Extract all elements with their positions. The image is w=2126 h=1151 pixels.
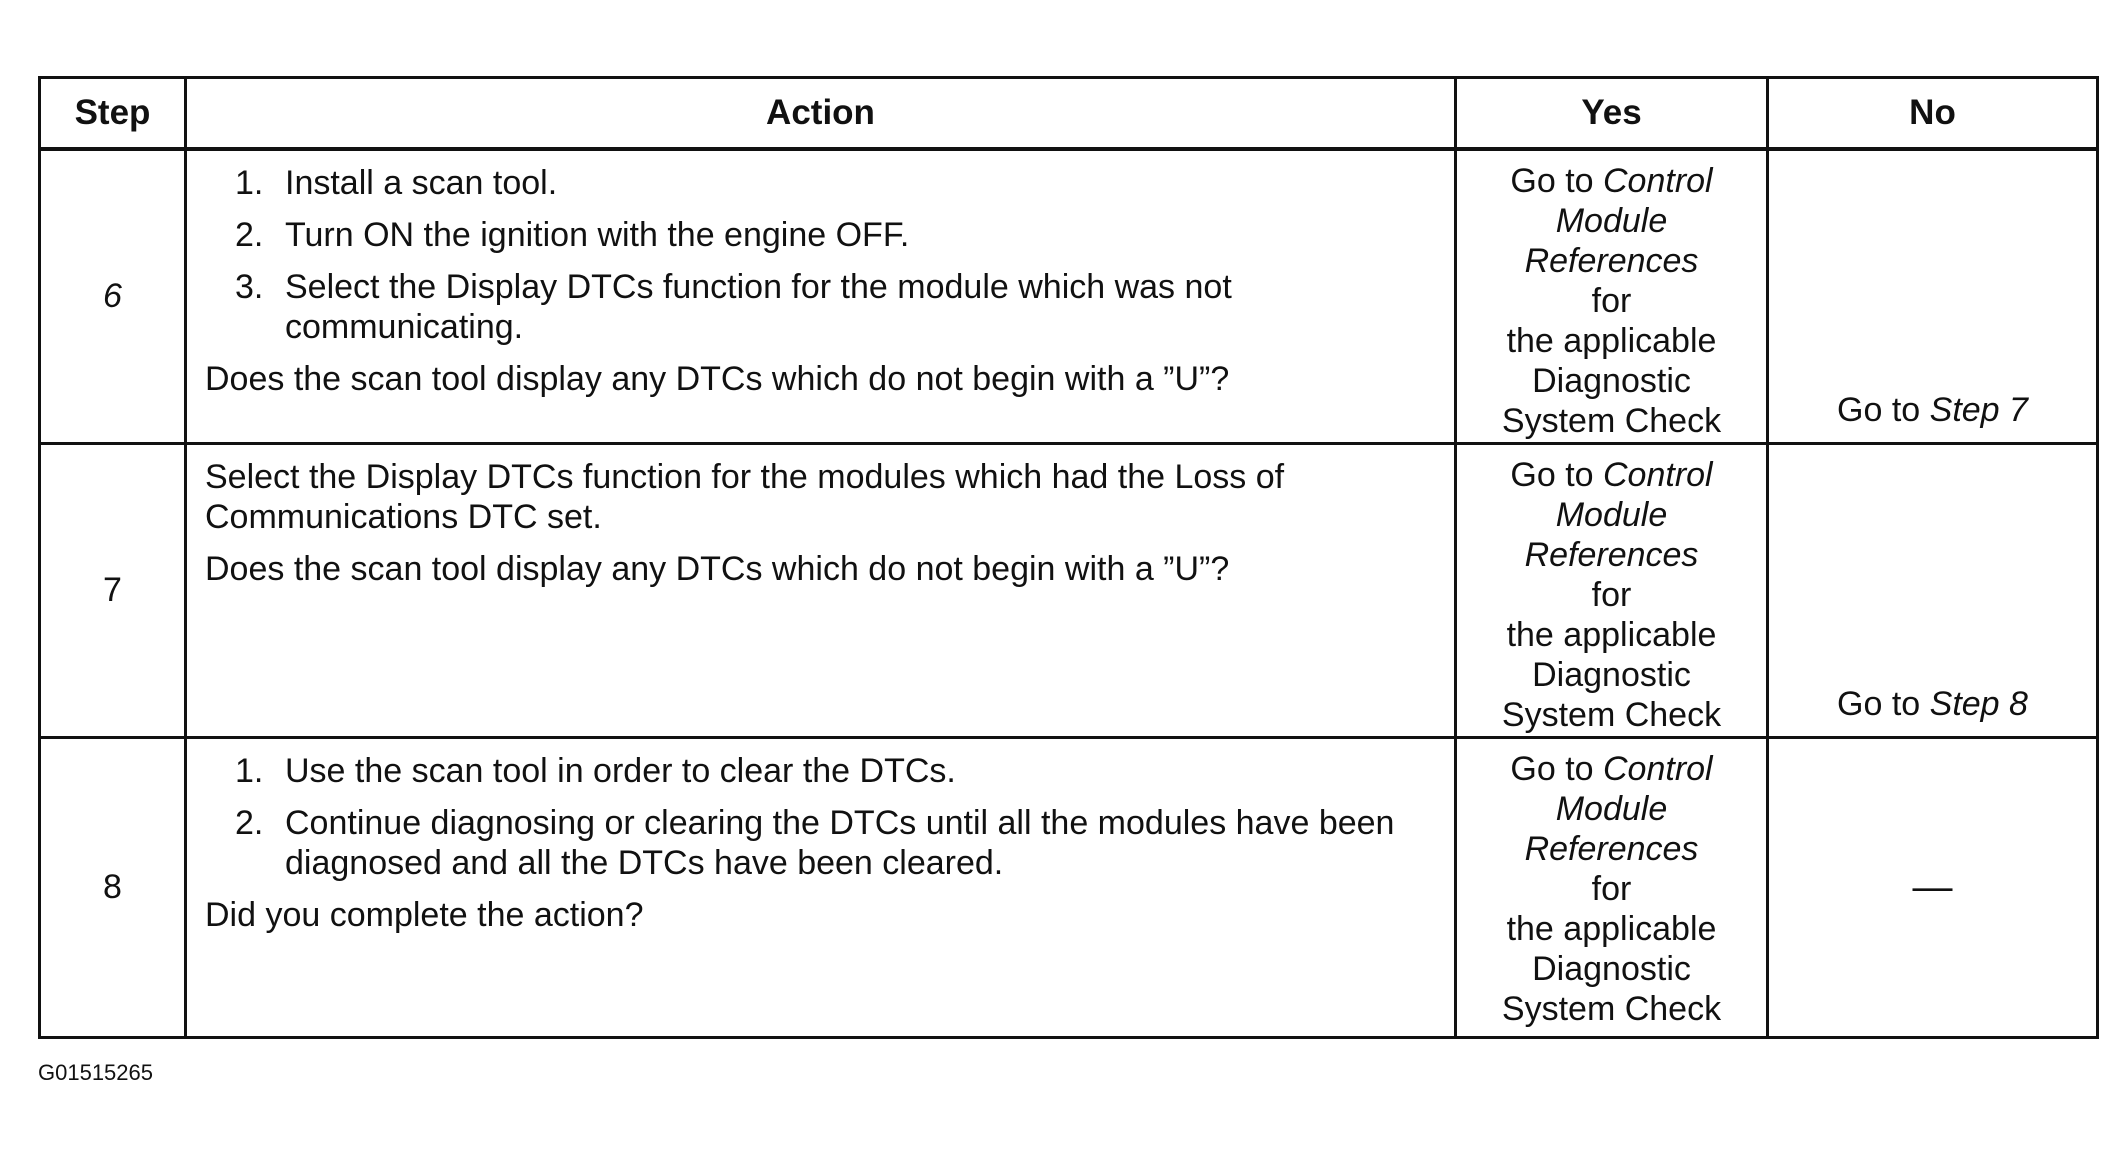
action-question: Does the scan tool display any DTCs which do not begin with a ”U”? bbox=[205, 360, 1230, 398]
yes-text: Diagnostic bbox=[1532, 655, 1691, 694]
yes-prefix: Go to bbox=[1510, 162, 1603, 200]
yes-text: System Check bbox=[1501, 402, 1722, 440]
no-cell bbox=[1768, 737, 2098, 1037]
action-text: Select the Display DTCs function for the modules which had the Loss of Communications DTC set. bbox=[205, 457, 1285, 536]
item-number: 1. bbox=[235, 164, 264, 202]
action-cell bbox=[186, 149, 1456, 443]
step-number: 6 bbox=[103, 277, 122, 316]
item-text: Install a scan tool. bbox=[285, 164, 558, 202]
item-number: 2. bbox=[235, 803, 264, 842]
yes-ref: References bbox=[1524, 829, 1699, 868]
step-cell bbox=[40, 737, 186, 1037]
figure-id: G01515265 bbox=[38, 1060, 153, 1085]
header-yes: Yes bbox=[1456, 78, 1768, 150]
item-number: 2. bbox=[235, 216, 264, 254]
no-cell bbox=[1768, 443, 2098, 737]
yes-cell bbox=[1456, 737, 1768, 1037]
item-text: Continue diagnosing or clearing the DTCs until all the modules have been diagnosed and all the DTCs have been cleared. bbox=[285, 803, 1395, 882]
diagnostic-table bbox=[38, 76, 2099, 1039]
yes-text: Diagnostic bbox=[1532, 362, 1691, 400]
yes-ref: References bbox=[1524, 242, 1699, 280]
yes-text: the applicable bbox=[1506, 909, 1717, 948]
item-number: 3. bbox=[235, 268, 264, 306]
yes-ref: Control bbox=[1603, 455, 1713, 494]
yes-ref: Control bbox=[1603, 749, 1713, 788]
yes-text: Diagnostic bbox=[1532, 949, 1691, 988]
yes-cell bbox=[1456, 443, 1768, 737]
item-text: Turn ON the ignition with the engine OFF. bbox=[285, 216, 910, 254]
header-step: Step bbox=[40, 78, 186, 150]
yes-text: the applicable bbox=[1506, 615, 1717, 654]
action-question: Does the scan tool display any DTCs which do not begin with a ”U”? bbox=[205, 549, 1230, 588]
header-no: No bbox=[1768, 78, 2098, 150]
table-row bbox=[40, 149, 2098, 443]
no-ref: Step 8 bbox=[1929, 684, 2028, 723]
yes-text: for bbox=[1591, 869, 1632, 908]
item-text: Use the scan tool in order to clear the DTCs. bbox=[285, 751, 956, 790]
no-prefix: Go to bbox=[1837, 390, 1930, 429]
yes-text: for bbox=[1591, 282, 1632, 320]
no-cell bbox=[1768, 149, 2098, 443]
header-row bbox=[40, 78, 2098, 150]
step-cell bbox=[40, 149, 186, 443]
yes-text: System Check bbox=[1501, 989, 1722, 1028]
no-dash: — bbox=[1912, 865, 1953, 909]
yes-ref: References bbox=[1524, 535, 1699, 574]
yes-cell bbox=[1456, 149, 1768, 443]
header-action: Action bbox=[186, 78, 1456, 150]
action-question: Did you complete the action? bbox=[205, 895, 644, 934]
yes-ref: Module bbox=[1555, 495, 1668, 534]
no-ref: Step 7 bbox=[1929, 390, 2028, 429]
table-row bbox=[40, 443, 2098, 737]
action-cell bbox=[186, 443, 1456, 737]
yes-text: for bbox=[1591, 575, 1632, 614]
item-number: 1. bbox=[235, 751, 264, 790]
step-number: 7 bbox=[103, 571, 122, 609]
action-list bbox=[205, 751, 1440, 883]
step-cell bbox=[40, 443, 186, 737]
action-list bbox=[205, 163, 1440, 347]
yes-prefix: Go to bbox=[1510, 455, 1603, 494]
yes-prefix: Go to bbox=[1510, 749, 1603, 788]
yes-ref: Module bbox=[1555, 202, 1668, 240]
action-list-item bbox=[205, 803, 1440, 883]
action-list-item bbox=[205, 163, 1440, 203]
yes-ref: Control bbox=[1603, 162, 1713, 200]
yes-ref: Module bbox=[1555, 789, 1668, 828]
yes-text: System Check bbox=[1501, 695, 1722, 734]
table-row bbox=[40, 737, 2098, 1037]
action-list-item bbox=[205, 215, 1440, 255]
item-text: Select the Display DTCs function for the module which was not communicating. bbox=[285, 268, 1232, 346]
step-number: 8 bbox=[103, 868, 122, 906]
action-cell bbox=[186, 737, 1456, 1037]
action-list-item bbox=[205, 751, 1440, 791]
action-list-item bbox=[205, 267, 1440, 347]
no-prefix: Go to bbox=[1837, 684, 1930, 723]
yes-text: the applicable bbox=[1506, 322, 1717, 360]
